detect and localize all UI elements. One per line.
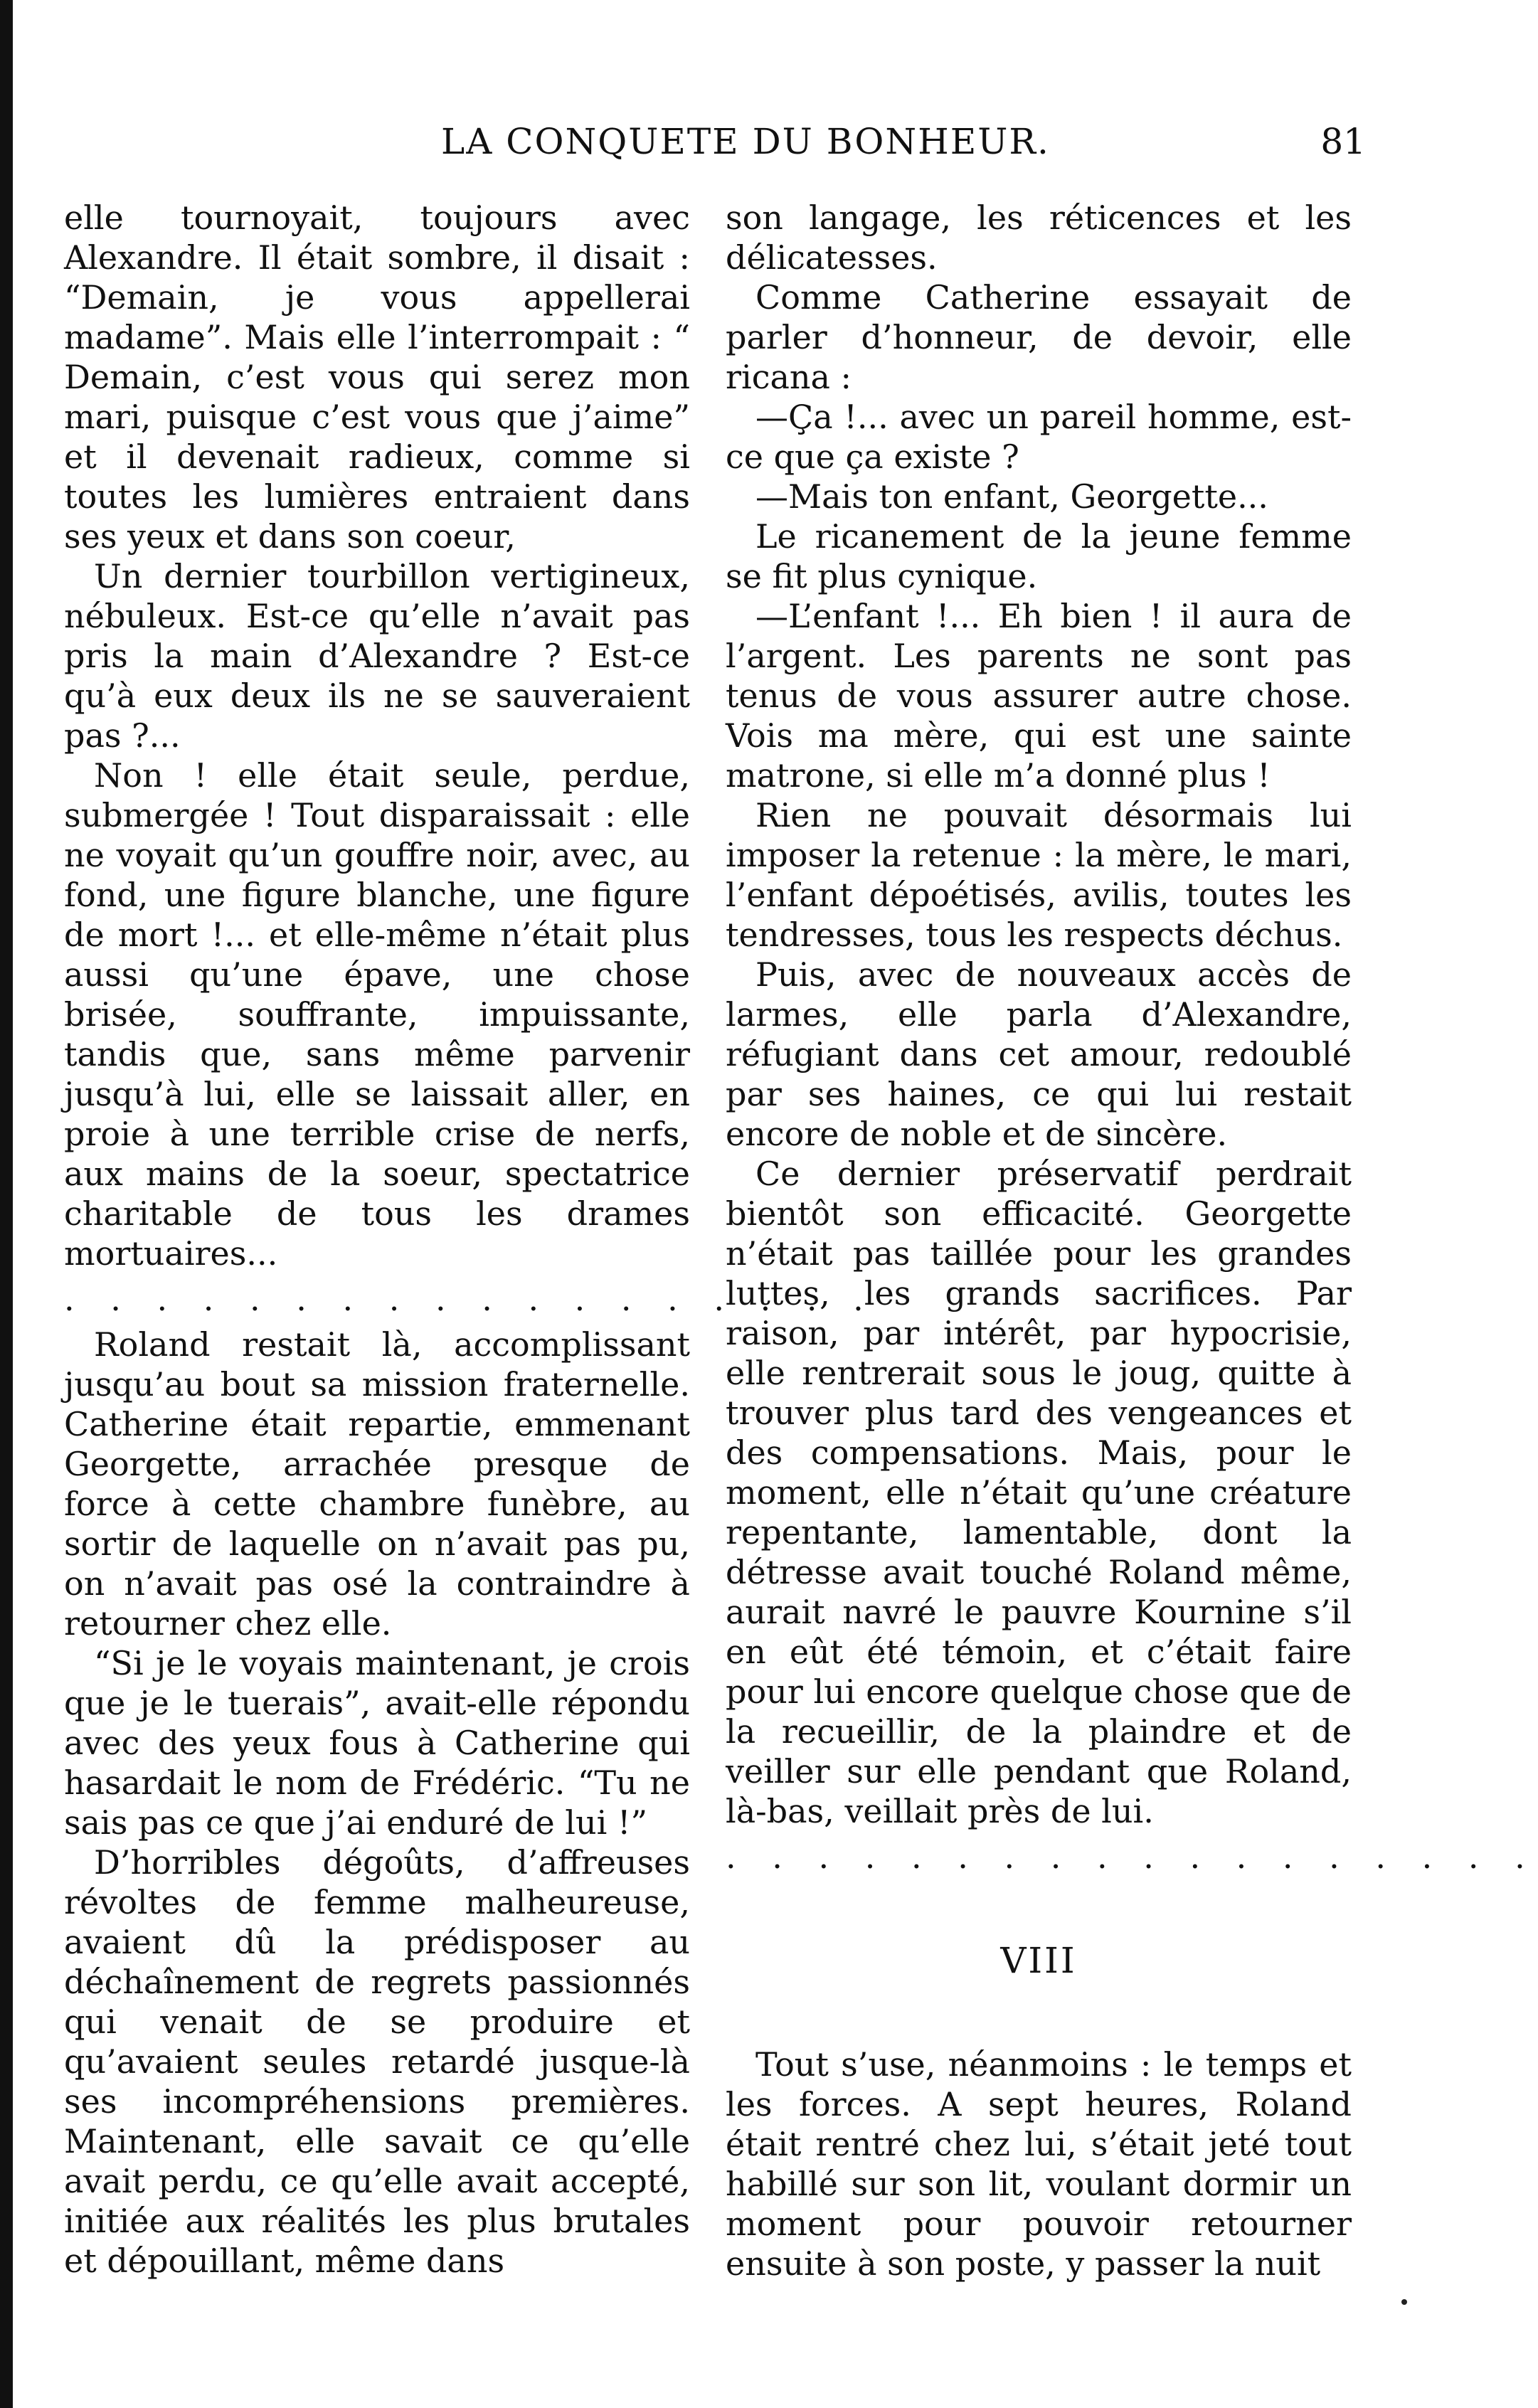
paragraph: Rien ne pouvait désormais lui imposer la retenue : la mère, le mari, l’enfant dépoétisés, avilis, toutes les tendresses, tous les respects déchus. [726,796,1352,954]
page-header [64,121,1366,178]
paragraph: Roland restait là, accomplissant jusqu’au bout sa mission fraternelle. Catherine était repartie, emmenant Georgette, arrachée presque de force à cette chambre funèbre, au sortir de laquelle on n’avait pas pu, on n’avait pas osé la contraindre à retourner chez elle. [64,1325,690,1643]
chapter-heading: VIII [1000,1940,1077,1981]
left-column [64,198,876,2281]
right-column [726,198,1538,2284]
page-edge-shadow [0,0,13,2408]
paragraph: Comme Catherine essayait de parler d’honneur, de devoir, elle ricana : [726,278,1352,396]
section-separator: . . . . . . . . . . . . . . . . . . [64,1280,876,1318]
paragraph: elle tournoyait, toujours avec Alexandre. Il était sombre, il disait : “Demain, je vous appellerai madame”. Mais elle l’interrompait : “ Demain, c’est vous qui serez mon mari, puisque c’est vous que j’aime” et il devenait radieux, comme si toutes les lumières entraient dans ses yeux et dans son coeur, [64,198,690,556]
page-number: 81 [1320,121,1366,162]
paragraph: Tout s’use, néanmoins : le temps et les forces. A sept heures, Roland était rentré chez lui, s’était jeté tout habillé sur son lit, voulant dormir un moment pour pouvoir retourner ensuite à son poste, y passer la nuit [726,2045,1352,2283]
running-title: LA CONQUETE DU BONHEUR. [441,121,1050,162]
print-speck [1401,2299,1407,2305]
paragraph: Ce dernier préservatif perdrait bientôt son efficacité. Georgette n’était pas taillée pour les grandes luttes, les grands sacrifices. Par raison, par intérêt, par hypocrisie, elle rentrerait sous le joug, quitte à trouver plus tard des vengeances et des compensations. Mais, pour le moment, elle n’était qu’une créature repentante, lamentable, dont la détresse avait touché Roland même, aurait navré le pauvre Kournine s’il en eût été témoin, et c’était faire pour lui encore quelque chose que de la recueillir, de la plaindre et de veiller sur elle pendant que Roland, là-bas, veillait près de lui. [726,1155,1352,1830]
paragraph: Puis, avec de nouveaux accès de larmes, elle parla d’Alexandre, réfugiant dans cet amour, redoublé par ses haines, ce qui lui restait encore de noble et de sincère. [726,955,1352,1153]
paragraph: “Si je le voyais maintenant, je crois que je le tuerais”, avait-elle répondu avec des yeux fous à Catherine qui hasardait le nom de Frédéric. “Tu ne sais pas ce que j’ai enduré de lui !” [64,1644,690,1842]
paragraph: Non ! elle était seule, perdue, submergée ! Tout disparaissait : elle ne voyait qu’un gouffre noir, avec, au fond, une figure blanche, une figure de mort !... et elle-même n’était plus aussi qu’une épave, une chose brisée, souffrante, impuissante, tandis que, sans même parvenir jusqu’à lui, elle se laissait aller, en proie à une terrible crise de nerfs, aux mains de la soeur, spectatrice charitable de tous les drames mortuaires... [64,756,690,1273]
paragraph: Un dernier tourbillon vertigineux, nébuleux. Est-ce qu’elle n’avait pas pris la main d’Alexandre ? Est-ce qu’à eux deux ils ne se sauveraient pas ?... [64,557,690,755]
paragraph: Le ricanement de la jeune femme se fit plus cynique. [726,517,1352,595]
paragraph: son langage, les réticences et les délicatesses. [726,198,1352,277]
paragraph: —L’enfant !... Eh bien ! il aura de l’argent. Les parents ne sont pas tenus de vous assurer autre chose. Vois ma mère, qui est une sainte matrone, si elle m’a donné plus ! [726,597,1352,795]
paragraph: —Mais ton enfant, Georgette... [755,477,1268,516]
paragraph: —Ça !... avec un pareil homme, est-ce que ça existe ? [726,398,1352,476]
section-separator: . . . . . . . . . . . . . . . . . . [726,1837,1538,1876]
paragraph: D’horribles dégoûts, d’affreuses révoltes de femme malheureuse, avaient dû la prédisposer au déchaînement de regrets passionnés qui venait de se produire et qu’avaient seules retardé jusque-là ses incompréhensions premières. Maintenant, elle savait ce qu’elle avait perdu, ce qu’elle avait accepté, initiée aux réalités les plus brutales et dépouillant, même dans [64,1843,690,2280]
